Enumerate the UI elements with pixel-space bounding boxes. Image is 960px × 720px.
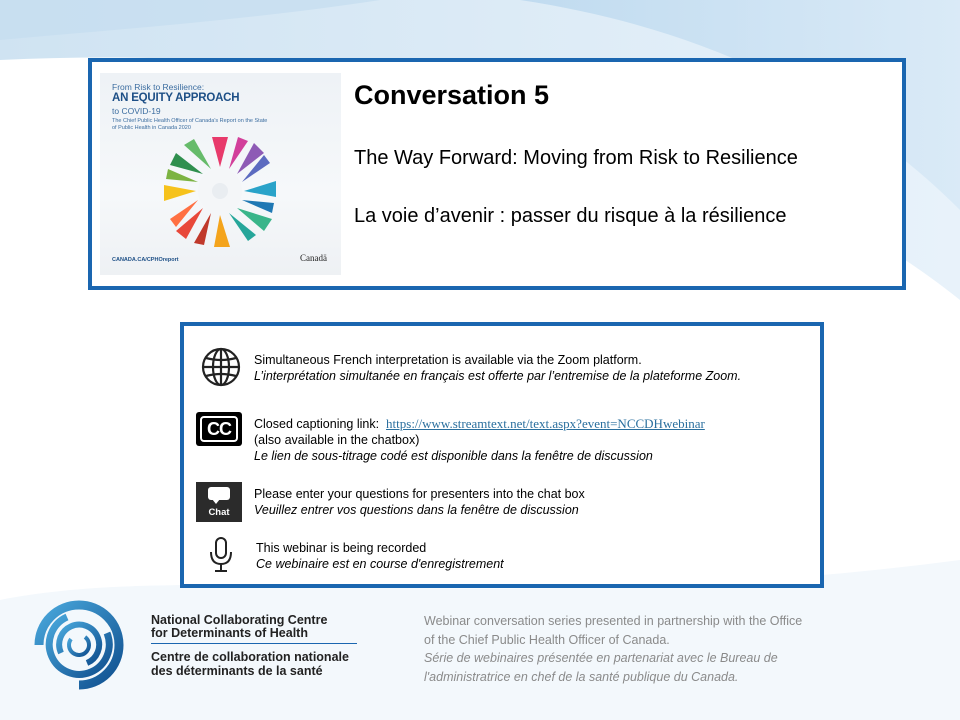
- recording-text: [256, 540, 504, 572]
- cover-title-line3: to COVID-19: [112, 106, 161, 116]
- session-title-en: The Way Forward: Moving from Risk to Resilience: [354, 147, 798, 169]
- cover-illustration: [160, 131, 280, 251]
- title-card: [88, 58, 906, 290]
- nccdh-logo-icon: [30, 596, 128, 694]
- interpretation-text: [254, 352, 741, 384]
- captioning-link[interactable]: https://www.streamtext.net/text.aspx?event=NCCDHwebinar: [386, 416, 705, 431]
- session-title-fr: La voie d’avenir : passer du risque à la résilience: [354, 205, 787, 227]
- webinar-info-box: [180, 322, 824, 588]
- org-name-en-line1: National Collaborating Centre: [151, 613, 328, 627]
- chat-icon-label: Chat: [208, 507, 230, 518]
- cover-url: CANADA.CA/CPHOreport: [112, 257, 179, 263]
- captioning-fr: Le lien de sous-titrage codé est disponible dans la fenêtre de discussion: [254, 449, 653, 463]
- footer-note-en-line1: Webinar conversation series presented in partnership with the Office: [424, 614, 803, 628]
- captioning-label: Closed captioning link:: [254, 417, 380, 431]
- globe-icon: [200, 346, 242, 388]
- microphone-icon: [208, 536, 234, 574]
- org-name-en-line2: for Determinants of Health: [151, 626, 308, 640]
- footer-note-fr-line1: Série de webinaires présentée en partenariat avec le Bureau de: [424, 651, 778, 665]
- interpretation-fr: L’interprétation simultanée en français est offerte par l’entremise de la plateforme Zoom.: [254, 369, 742, 383]
- canada-wordmark: Canadä: [300, 253, 327, 263]
- captioning-note: (also available in the chatbox): [254, 433, 420, 447]
- chat-en: Please enter your questions for presenters into the chat box: [254, 487, 585, 501]
- cover-title-line2: AN EQUITY APPROACH: [112, 92, 240, 104]
- captioning-text: [254, 416, 705, 464]
- conversation-title: Conversation 5: [354, 80, 550, 110]
- cover-subtitle: The Chief Public Health Officer of Canada's Report on the State of Public Health in Canada 2020: [112, 118, 268, 131]
- recording-en: This webinar is being recorded: [256, 541, 427, 555]
- cc-icon-label: CC: [200, 416, 238, 442]
- chat-fr: Veuillez entrer vos questions dans la fenêtre de discussion: [254, 503, 579, 517]
- interpretation-en: Simultaneous French interpretation is available via the Zoom platform.: [254, 353, 642, 367]
- report-cover-image: [100, 73, 341, 275]
- org-name-fr-line2: des déterminants de la santé: [151, 664, 323, 678]
- footer-note-fr-line2: l'administratrice en chef de la santé publique du Canada.: [424, 670, 739, 684]
- cover-title-line1: From Risk to Resilience:: [112, 82, 205, 92]
- org-divider: [151, 643, 357, 644]
- recording-fr: Ce webinaire est en course d'enregistrement: [256, 557, 504, 571]
- footer-note-en-line2: of the Chief Public Health Officer of Canada.: [424, 633, 670, 647]
- closed-caption-icon: [196, 412, 242, 446]
- chat-icon: [196, 482, 242, 522]
- chat-text: [254, 486, 585, 518]
- org-name-fr-line1: Centre de collaboration nationale: [151, 650, 349, 664]
